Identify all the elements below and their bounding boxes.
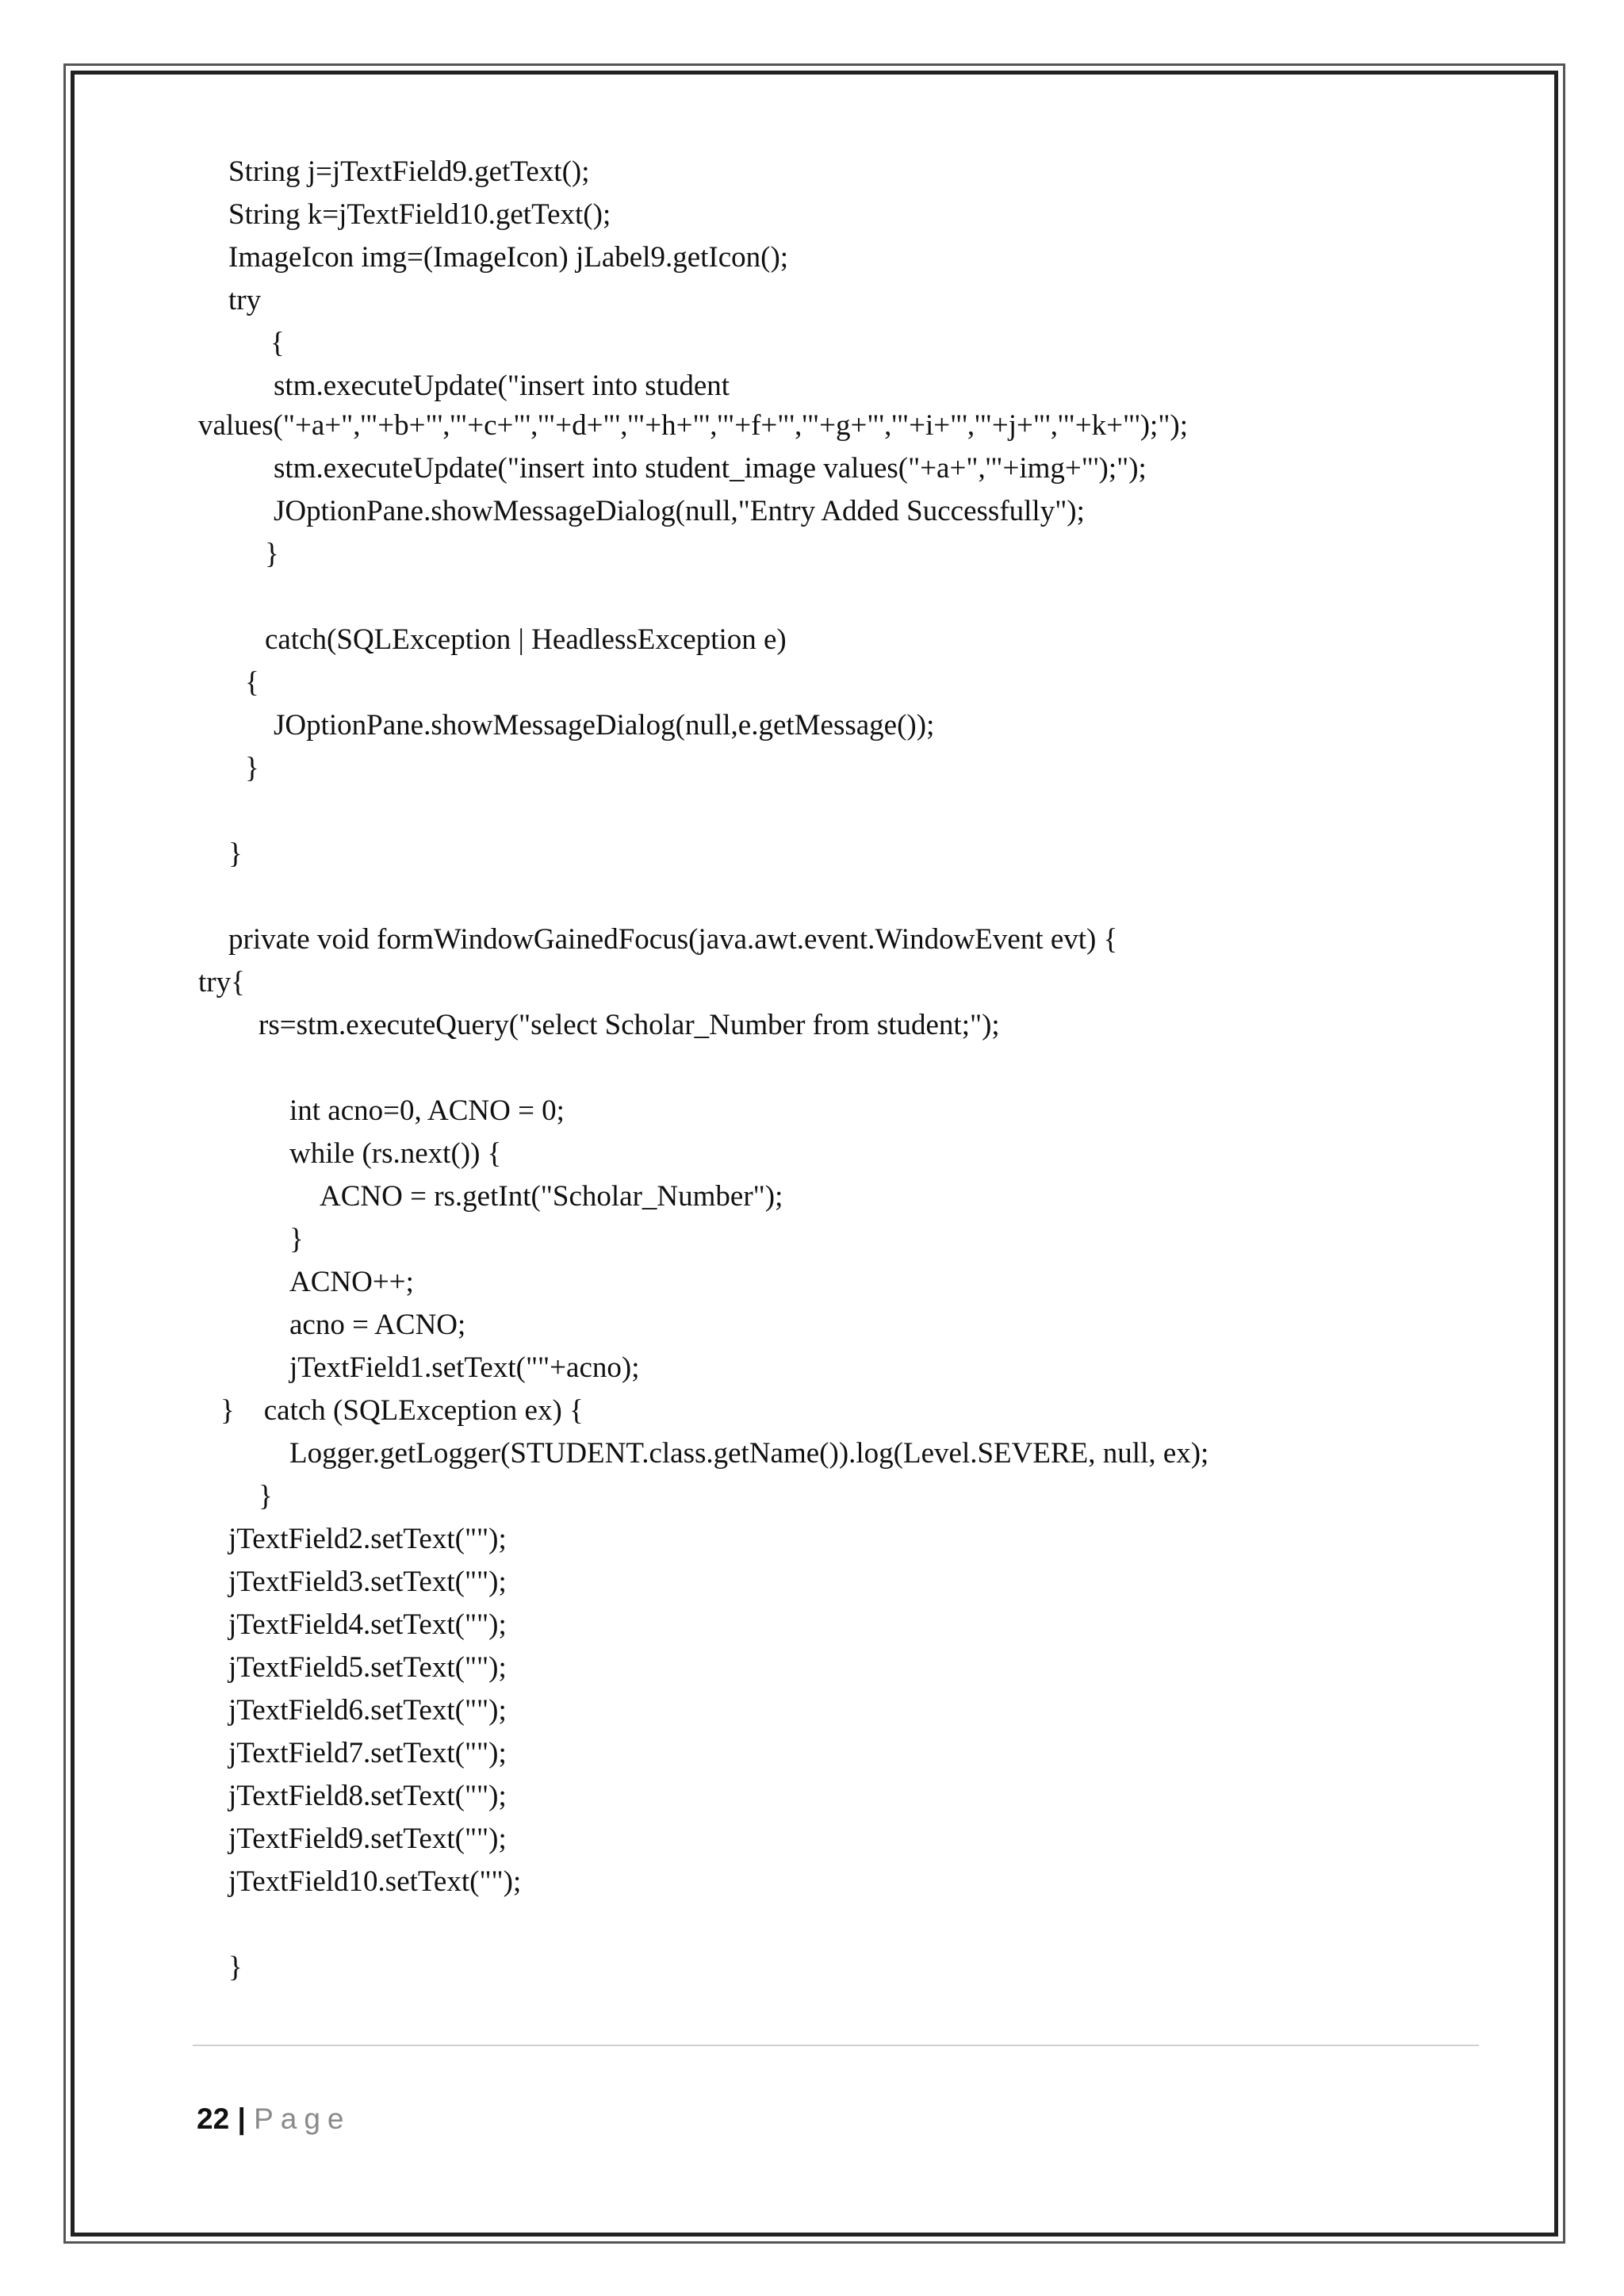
code-line: ACNO = rs.getInt("Scholar_Number"); (320, 1180, 783, 1213)
code-line: stm.executeUpdate("insert into student (274, 370, 730, 402)
page-separator: | (237, 2102, 246, 2135)
code-line: } (259, 1480, 273, 1512)
code-line: } (265, 538, 279, 570)
code-line: JOptionPane.showMessageDialog(null,e.getMessage()); (274, 709, 935, 742)
code-line: values("+a+",'"+b+"','"+c+"','"+d+"','"+h+"','"+f+"','"+g+"','"+i+"','"+j+"','"+k+"');"); (198, 409, 1189, 442)
code-line: jTextField4.setText(""); (228, 1608, 507, 1641)
code-line: jTextField9.setText(""); (228, 1823, 507, 1855)
code-line: try (228, 284, 262, 316)
code-line: { (270, 327, 285, 359)
code-line: } (228, 1951, 243, 1984)
code-line: while (rs.next()) { (289, 1137, 502, 1170)
code-line: } (228, 838, 243, 870)
page-number: 22 (197, 2102, 230, 2135)
code-line: jTextField10.setText(""); (228, 1865, 522, 1898)
code-line: jTextField5.setText(""); (228, 1651, 507, 1684)
code-line: catch(SQLException | HeadlessException e) (265, 623, 787, 656)
page-label: Page (254, 2102, 351, 2135)
code-line: String k=jTextField10.getText(); (228, 198, 611, 231)
code-line: ImageIcon img=(ImageIcon) jLabel9.getIcon(); (228, 241, 789, 274)
footer-divider (193, 2045, 1479, 2046)
code-line: stm.executeUpdate("insert into student_image values("+a+",'"+img+"');"); (274, 452, 1147, 485)
code-line: jTextField1.setText(""+acno); (289, 1351, 640, 1384)
code-line: } (245, 752, 259, 784)
code-line: try{ (198, 966, 245, 999)
code-line: jTextField2.setText(""); (228, 1523, 507, 1555)
code-line: acno = ACNO; (289, 1309, 466, 1341)
code-line: } (289, 1223, 304, 1255)
code-line: jTextField6.setText(""); (228, 1694, 507, 1727)
code-line: jTextField3.setText(""); (228, 1566, 507, 1598)
code-line: ACNO++; (289, 1266, 414, 1298)
code-line: private void formWindowGainedFocus(java.awt.event.WindowEvent evt) { (228, 923, 1118, 956)
page-footer (197, 2102, 351, 2137)
code-line: } catch (SQLException ex) { (220, 1394, 584, 1427)
code-line: Logger.getLogger(STUDENT.class.getName()).log(Level.SEVERE, null, ex); (289, 1437, 1209, 1470)
code-line: JOptionPane.showMessageDialog(null,"Entry Added Successfully"); (274, 495, 1085, 527)
code-line: jTextField7.setText(""); (228, 1737, 507, 1769)
code-line: int acno=0, ACNO = 0; (289, 1094, 565, 1127)
code-line: rs=stm.executeQuery("select Scholar_Number from student;"); (259, 1009, 1000, 1041)
code-line: jTextField8.setText(""); (228, 1780, 507, 1812)
code-line: String j=jTextField9.getText(); (228, 155, 590, 188)
code-line: { (245, 666, 259, 699)
